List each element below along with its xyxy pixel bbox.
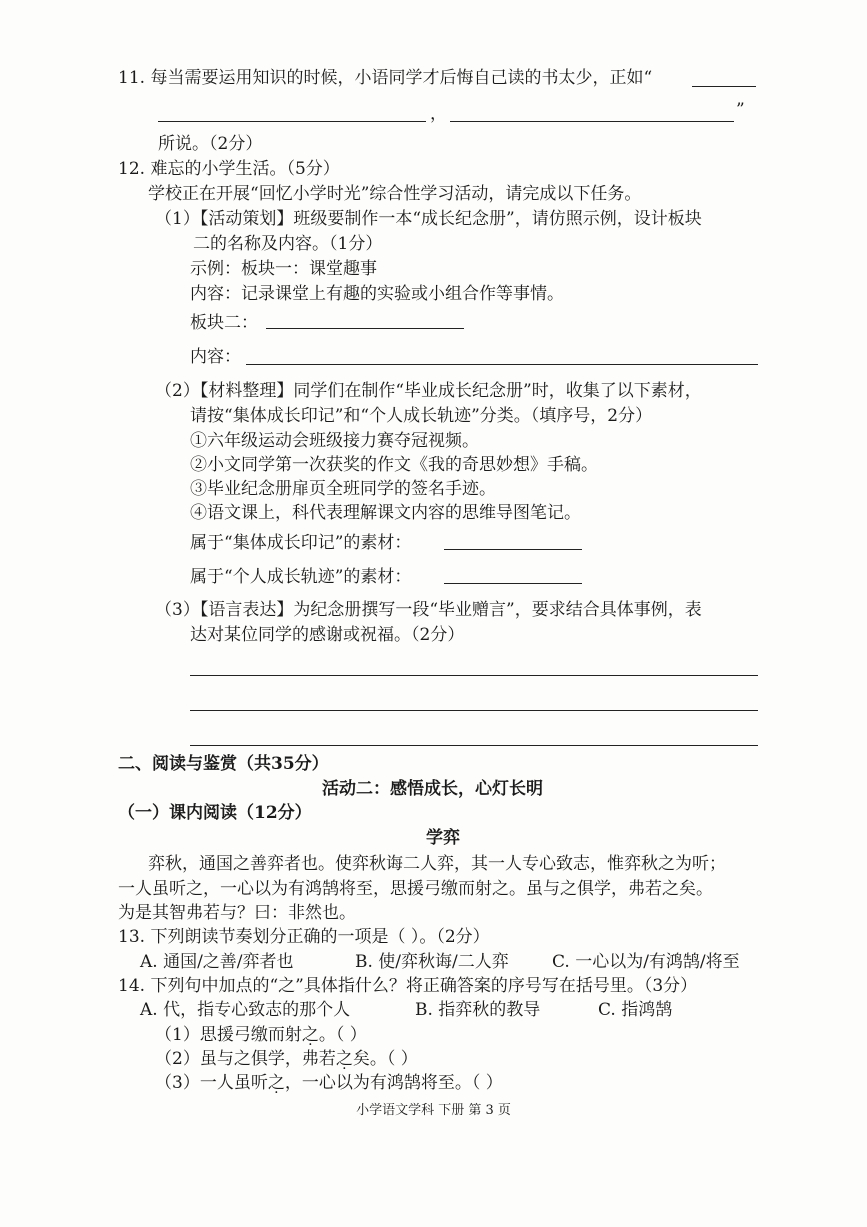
q12-collective-blank[interactable]: [444, 549, 582, 550]
q11-blank-b[interactable]: [158, 121, 426, 122]
q12-p3-answer-line-2[interactable]: [190, 710, 758, 711]
q12-p2-line2: 请按“集体成长印记”和“个人成长轨迹”分类。（填序号，2分）: [190, 406, 653, 426]
q12-p1-line2: 二的名称及内容。（1分）: [193, 234, 383, 254]
q11-blank-a[interactable]: [692, 86, 756, 87]
q12-content-label: 内容：: [190, 347, 241, 367]
q14-item-2-zhi: 之: [335, 1049, 353, 1069]
q14-option-b[interactable]: B. 指弈秋的教导: [415, 1000, 541, 1020]
q12-p2-item-1: ①六年级运动会班级接力赛夺冠视频。: [190, 431, 479, 451]
q14-item-1: （1）思援弓缴而射之。（ ）: [155, 1025, 367, 1045]
passage-line-2: 一人虽听之，一心以为有鸿鹄将至，思援弓缴而射之。虽与之俱学，弗若之矣。: [118, 879, 713, 899]
q13-stem: 13. 下列朗读节奏划分正确的一项是（ ）。（2分）: [118, 927, 490, 947]
q13-option-c[interactable]: C. 一心以为/有鸿鹄/将至: [552, 952, 740, 972]
page-footer: 小学语文学科 下册 第 3 页: [356, 1103, 511, 1118]
q12-block2-label: 板块二：: [190, 313, 258, 333]
q12-p3-line2: 达对某位同学的感谢或祝福。（2分）: [190, 625, 465, 645]
q11-close-quote: ”: [736, 100, 745, 120]
q12-p1-line1: （1）【活动策划】班级要制作一本“成长纪念册”，请仿照示例，设计板块: [155, 209, 702, 229]
q12-p1-content: 内容：记录课堂上有趣的实验或小组合作等事情。: [190, 284, 564, 304]
q14-item-3: （3）一人虽听之，一心以为有鸿鹄将至。（ ）: [155, 1073, 503, 1093]
q11-line1: 11. 每当需要运用知识的时候，小语同学才后悔自己读的书太少，正如“: [118, 68, 653, 88]
q12-block2-blank[interactable]: [266, 328, 464, 329]
q14-item-1-zhi: 之: [301, 1025, 319, 1045]
q12-personal-blank[interactable]: [444, 583, 582, 584]
q12-p3-answer-line-1[interactable]: [190, 675, 758, 676]
q12-p3-line1: （3）【语言表达】为纪念册撰写一段“毕业赠言”，要求结合具体事例，表: [155, 600, 702, 620]
q12-p1-example: 示例：板块一：课堂趣事: [190, 259, 377, 279]
q14-item-3-zhi: 之: [267, 1073, 285, 1093]
section2-heading: 二、阅读与鉴赏（共35分）: [118, 754, 329, 774]
section2-sub: （一）课内阅读（12分）: [118, 803, 312, 823]
q11-blank-c[interactable]: [450, 121, 734, 122]
q12-p2-item-4: ④语文课上，科代表理解课文内容的思维导图笔记。: [190, 503, 581, 523]
q11-comma: ，: [430, 104, 447, 124]
q14-option-a[interactable]: A. 代，指专心致志的那个人: [140, 1000, 351, 1020]
q12-personal-label: 属于“个人成长轨迹”的素材：: [190, 567, 412, 587]
q12-p3-answer-line-3[interactable]: [190, 745, 758, 746]
q12-intro: 学校正在开展“回忆小学时光”综合性学习活动，请完成以下任务。: [148, 184, 642, 204]
q11-line3: 所说。（2分）: [158, 134, 263, 154]
q12-title: 12. 难忘的小学生活。（5分）: [118, 159, 340, 179]
q12-content-blank[interactable]: [246, 364, 758, 365]
passage-line-1: 弈秋，通国之善弈者也。使弈秋诲二人弈，其一人专心致志，惟弈秋之为听；: [148, 854, 726, 874]
q12-p2-item-3: ③毕业纪念册扉页全班同学的签名手迹。: [190, 479, 496, 499]
q12-p2-line1: （2）【材料整理】同学们在制作“毕业成长纪念册”时，收集了以下素材，: [155, 381, 702, 401]
q14-option-c[interactable]: C. 指鸿鹄: [598, 1000, 673, 1020]
passage-line-3: 为是其智弗若与？曰：非然也。: [118, 903, 356, 923]
q13-option-b[interactable]: B. 使/弈秋诲/二人弈: [355, 952, 509, 972]
q12-collective-label: 属于“集体成长印记”的素材：: [190, 533, 412, 553]
q14-item-2: （2）虽与之俱学，弗若之矣。（ ）: [155, 1049, 418, 1069]
q12-p2-item-2: ②小文同学第一次获奖的作文《我的奇思妙想》手稿。: [190, 455, 598, 475]
passage-title: 学弈: [426, 828, 460, 848]
q13-option-a[interactable]: A. 通国/之善/弈者也: [140, 952, 294, 972]
section2-activity: 活动二：感悟成长，心灯长明: [322, 779, 543, 799]
q14-stem: 14. 下列句中加点的“之”具体指什么？将正确答案的序号写在括号里。（3分）: [118, 976, 698, 996]
